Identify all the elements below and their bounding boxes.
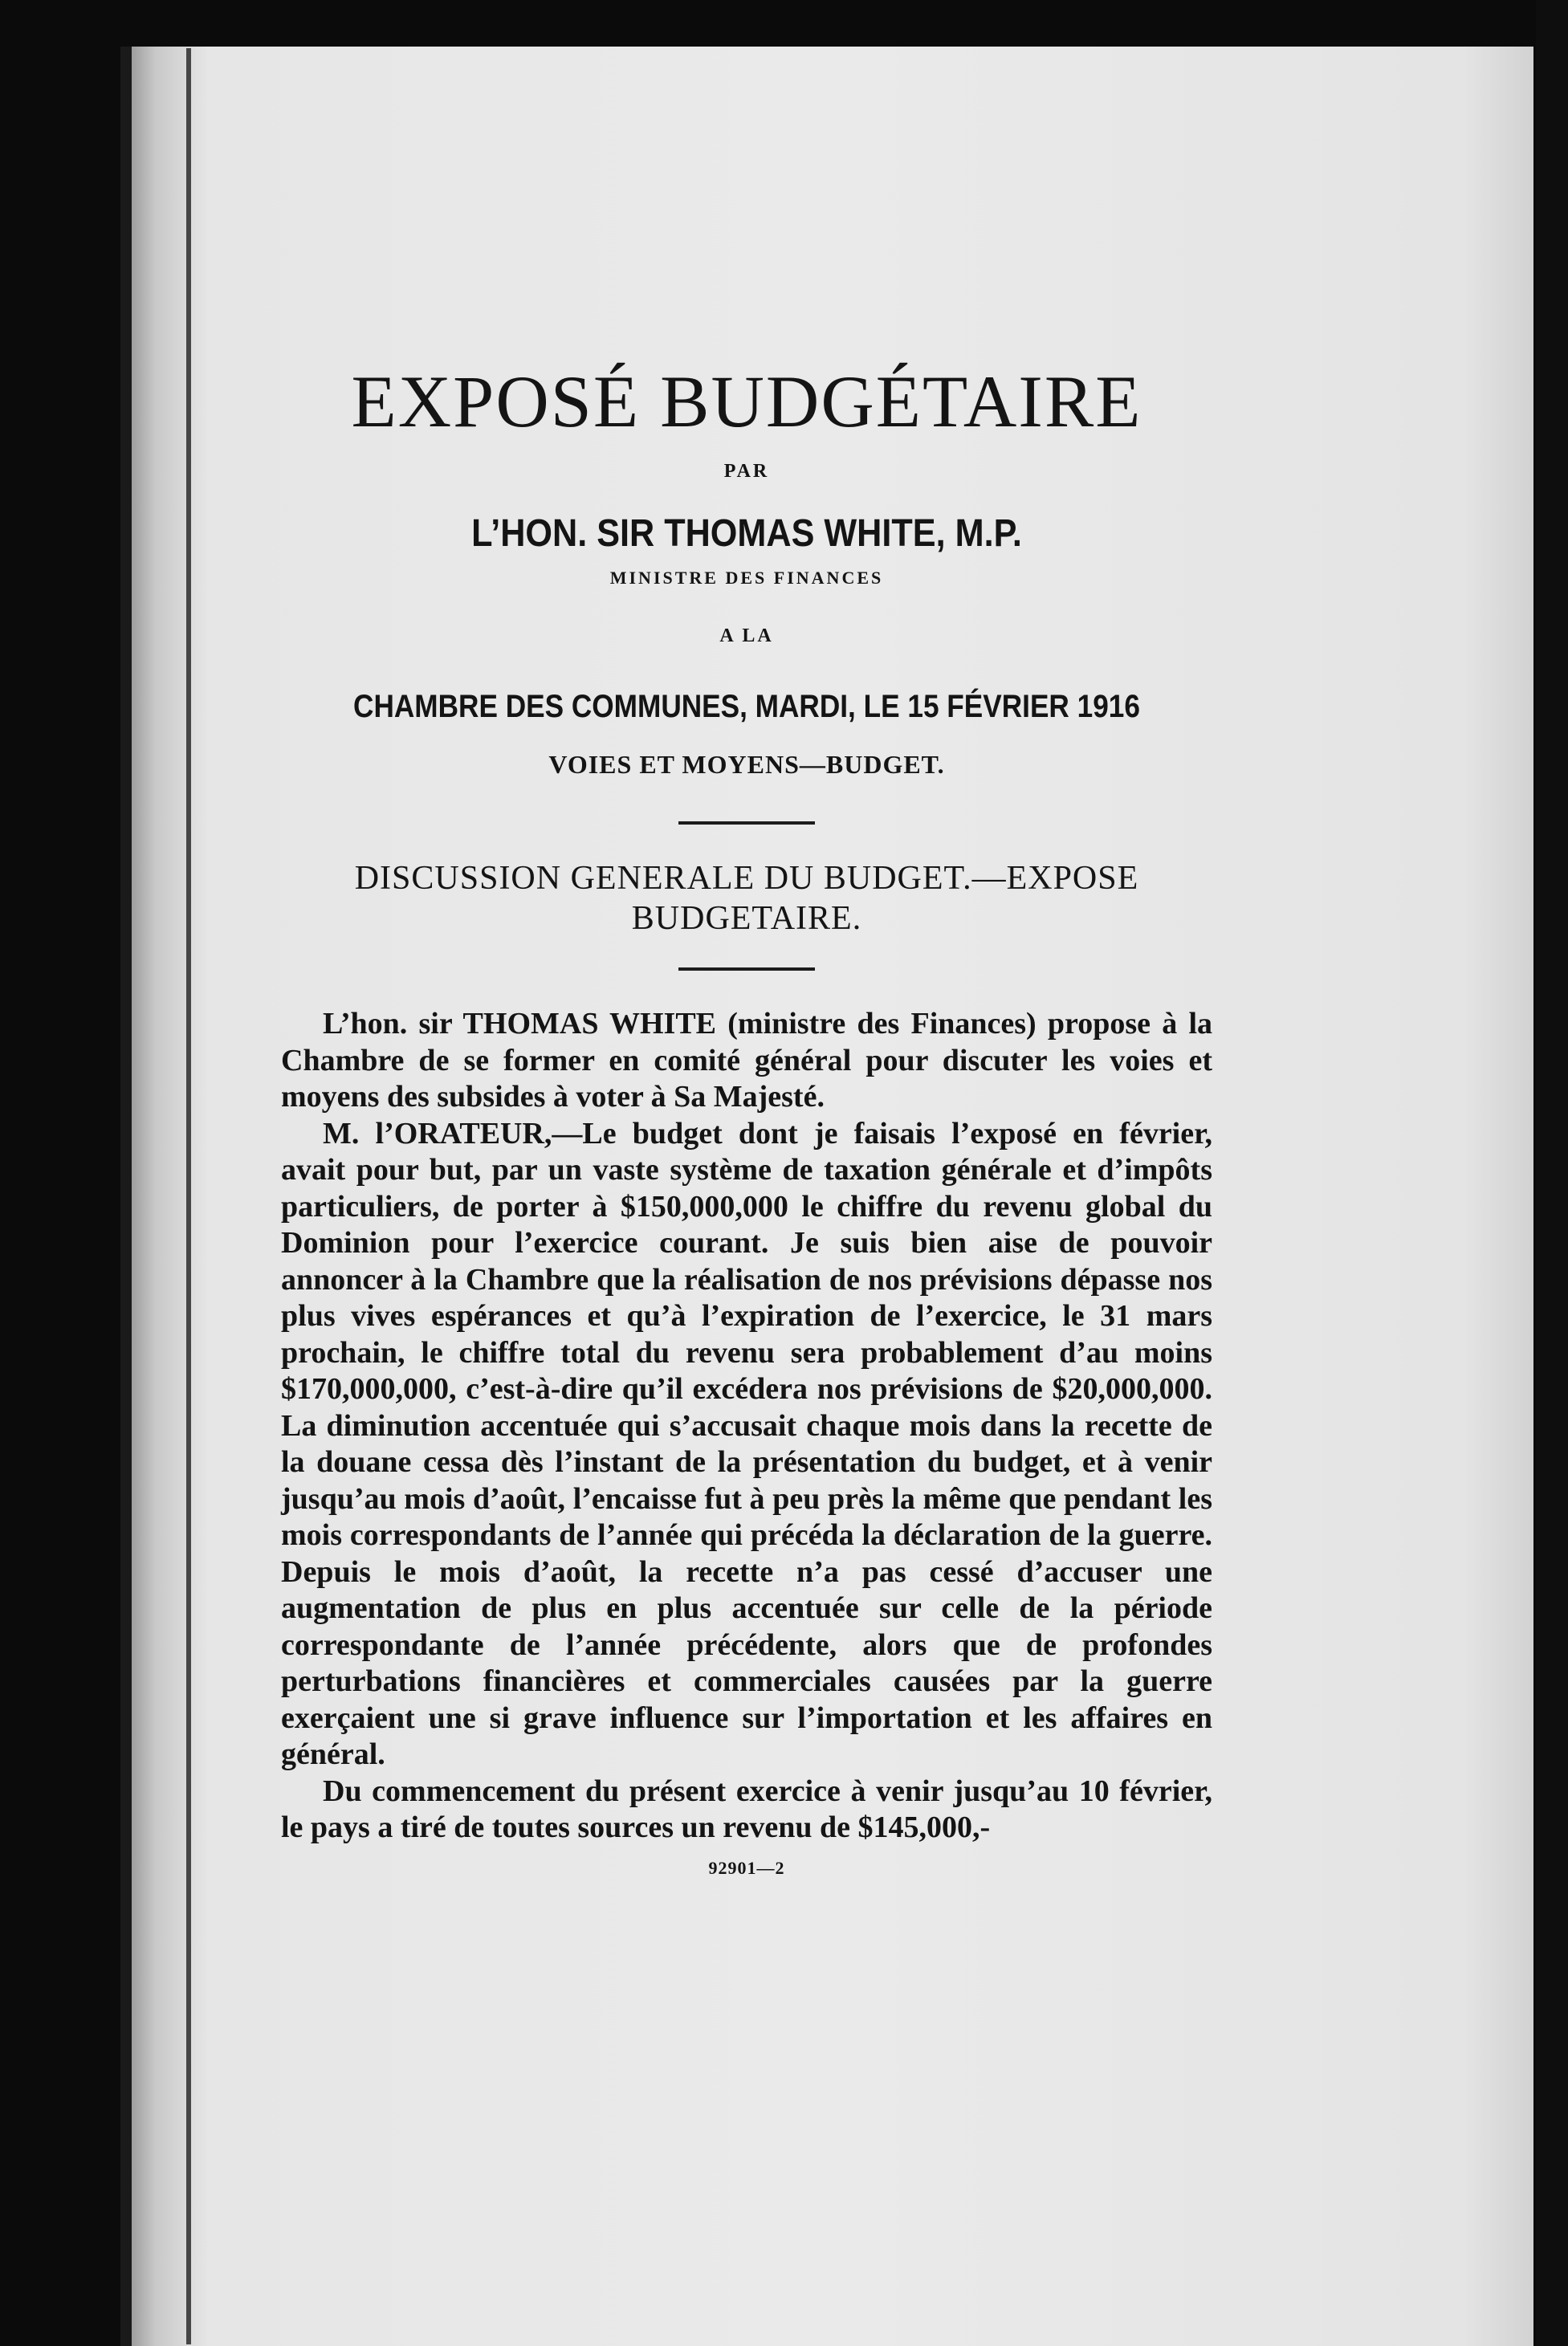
document-title: EXPOSÉ BUDGÉTAIRE (351, 360, 1142, 442)
footer-code: 92901—2 (708, 1857, 785, 1878)
paragraph-1: L’hon. sir THOMAS WHITE (ministre des Finances) propose à la Chambre de se former en comité général pour discuter les voies et moyens des subsides à voter à Sa Majesté. (281, 1007, 1212, 1114)
author-line: L’HON. SIR THOMAS WHITE, M.P. (471, 512, 1022, 555)
binding-line (186, 48, 191, 2344)
body-text (281, 1006, 1212, 1847)
page-gutter-shadow (120, 47, 209, 2346)
divider-rule (678, 821, 815, 825)
page-left-edge (120, 47, 132, 2346)
voies-line: VOIES ET MOYENS—BUDGET. (548, 750, 945, 779)
chambre-line: CHAMBRE DES COMMUNES, MARDI, LE 15 FÉVRIER 1916 (353, 689, 1140, 724)
document-content (281, 361, 1212, 1879)
page-right-edge (1536, 0, 1568, 2346)
par-line: PAR (723, 461, 770, 482)
divider-rule-2 (678, 967, 815, 971)
a-la-line: A LA (719, 625, 774, 646)
discussion-heading: DISCUSSION GENERALE DU BUDGET.—EXPOSE BUDGETAIRE. (354, 860, 1139, 937)
role-line: MINISTRE DES FINANCES (609, 568, 884, 588)
paragraph-3: Du commencement du présent exercice à venir jusqu’au 10 février, le pays a tiré de toutes sources un revenu de $145,000,- (281, 1774, 1212, 1844)
paragraph-2: M. l’ORATEUR,—Le budget dont je faisais l’exposé en février, avait pour but, par un vaste système de taxation générale et d’impôts particuliers, de porter à $150,000,000 le chiffre du revenu global du Dominion pour l’exercice courant. Je suis bien aise de pouvoir annoncer à la Chambre que la réalisation de nos prévisions dépasse nos plus vives espérances et qu’à l’expiration de l’exercice, le 31 mars prochain, le chiffre total du revenu sera probablement d’au moins $170,000,000, c’est-à-dire qu’il excédera nos prévisions de $20,000,000. La diminution accentuée qui s’accusait chaque mois dans la recette de la douane cessa dès l’instant de la présentation du budget, et à venir jusqu’au mois d’août, l’encaisse fut à peu près la même que pendant les mois correspondants de l’année qui précéda la déclaration de la guerre. Depuis le mois d’août, la recette n’a pas cessé d’accuser une augmentation de plus en plus accentuée sur celle de la période correspondante de l’année précédente, alors que de profondes perturbations financières et commerciales causées par la guerre exerçaient une si grave influence sur l’importation et les affaires en général. (281, 1116, 1212, 1771)
